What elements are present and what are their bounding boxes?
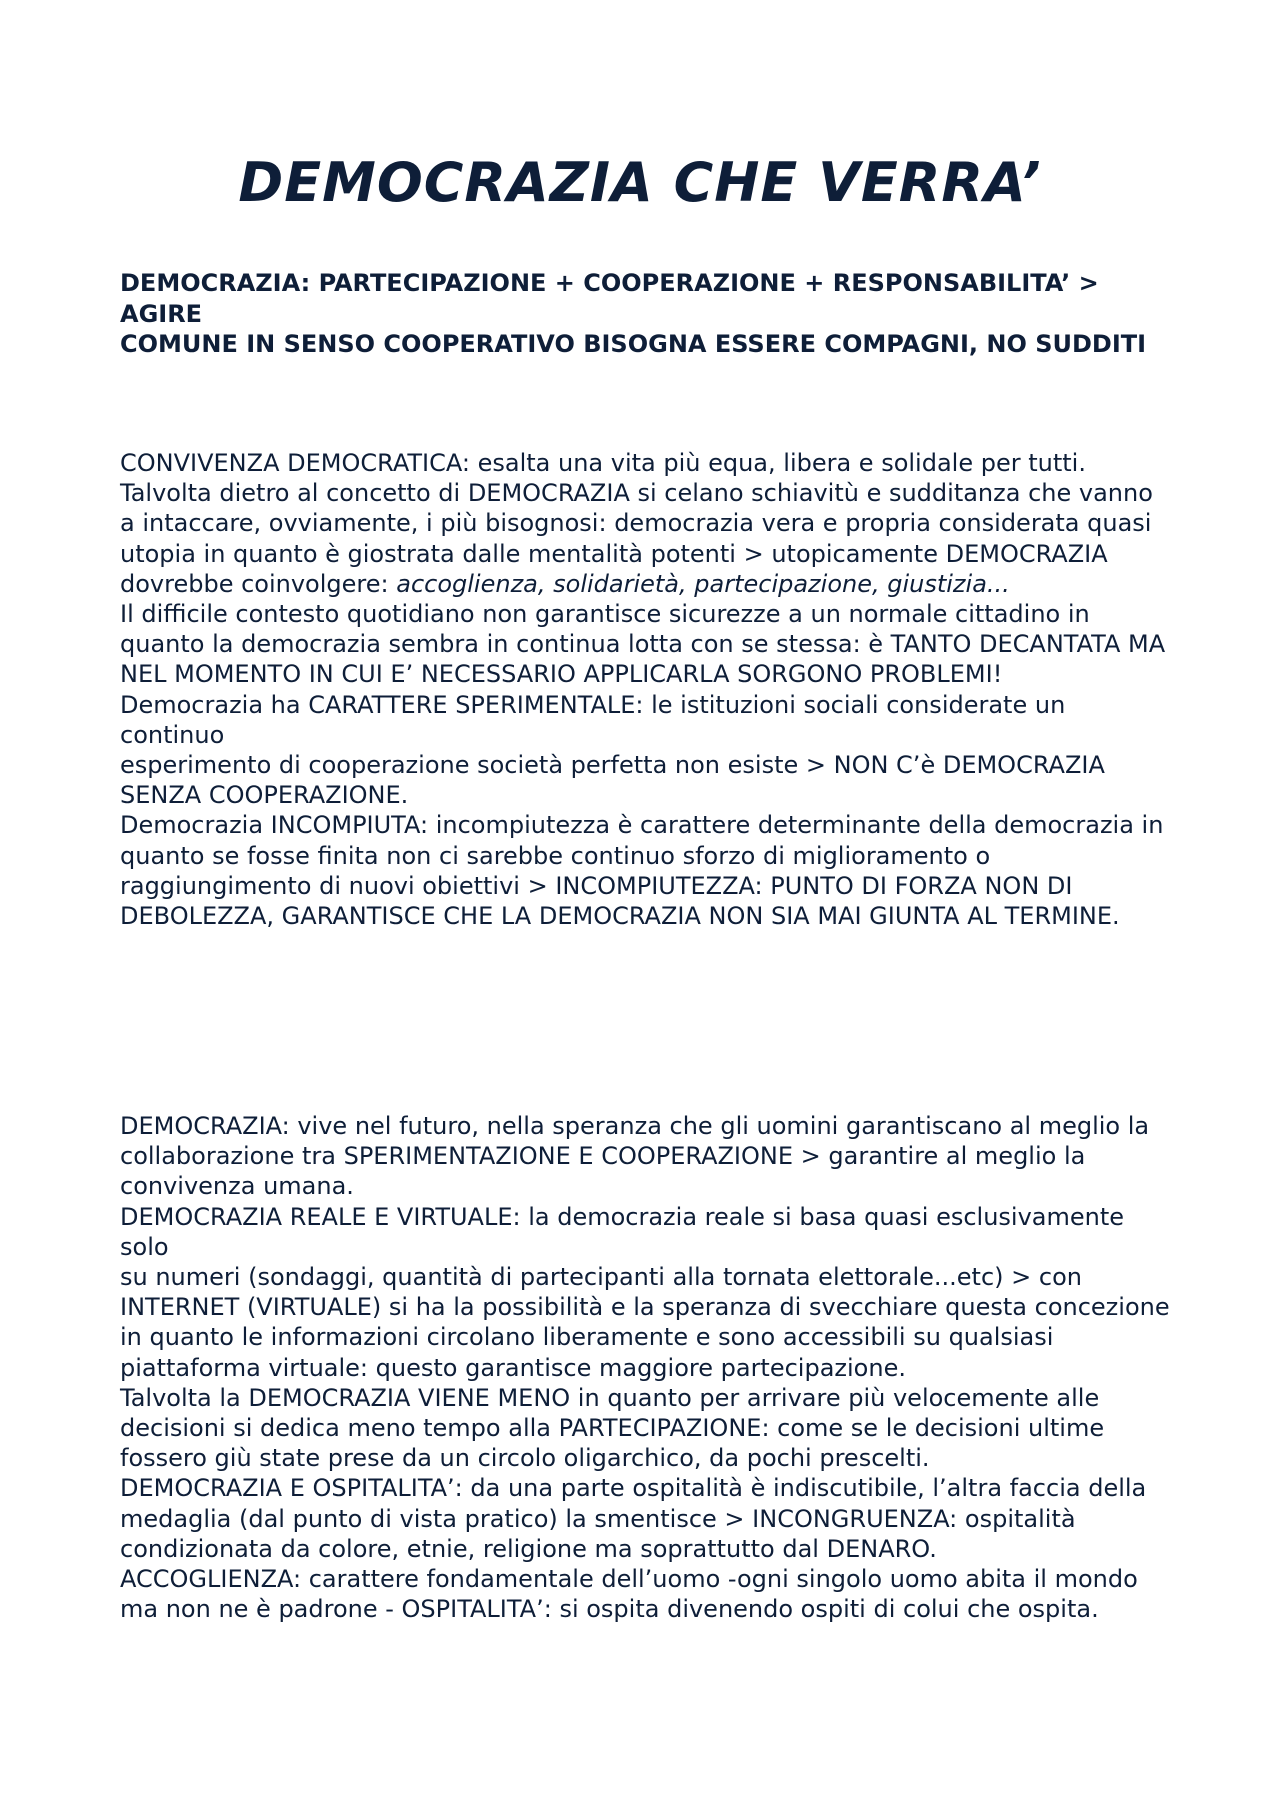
section2-paragraph-5: ACCOGLIENZA: carattere fondamentale dell’uomo -ogni singolo uomo abita il mondo ma non ne è padrone - OSPITALITA’: si ospita divenendo ospiti di colui che ospita. <box>120 1565 1138 1624</box>
section2-paragraph-2b: su numeri (sondaggi, quantità di partecipanti alla tornata elettorale...etc) > con INTERNET (VIRTUALE) si ha la possibilità e la speranza di svecchiare questa concezione in quanto le informazioni circolano liberamente e sono accessibili su qualsiasi piattaforma virtuale: questo garantisce maggiore partecipazione. <box>120 1263 1170 1382</box>
document-title: DEMOCRAZIA CHE VERRA’ <box>238 151 1042 214</box>
section1-paragraph-1: CONVIVENZA DEMOCRATICA: esalta una vita più equa, libera e solidale per tutti. <box>120 449 1086 477</box>
section1-paragraph-5: Democrazia INCOMPIUTA: incompiutezza è carattere determinante della democrazia in quanto se fosse finita non ci sarebbe continuo sforzo di miglioramento o raggiungimento di nuovi obiettivi > INCOMPIUTEZZA: PUNTO DI FORZA NON DI DEBOLEZZA, GARANTISCE CHE LA DEMOCRAZIA NON SIA MAI GIUNTA AL TERMINE. <box>120 811 1164 931</box>
intro-block <box>120 268 1170 360</box>
section2-paragraph-2a: DEMOCRAZIA REALE E VIRTUALE: la democrazia reale si basa quasi esclusivamente solo <box>120 1202 1125 1261</box>
section1-paragraph-4a: Democrazia ha CARATTERE SPERIMENTALE: le istituzioni sociali considerate un continuo <box>120 690 1066 749</box>
section1-paragraph-4b: esperimento di cooperazione società perfetta non esiste > NON C’è DEMOCRAZIA SENZA COOPERAZIONE. <box>120 751 1105 810</box>
section2-paragraph-4b: medaglia (dal punto di vista pratico) la smentisce > INCONGRUENZA: ospitalità condizionata da colore, etnie, religione ma soprattutto dal DENARO. <box>120 1504 1076 1563</box>
section2-paragraph-3: Talvolta la DEMOCRAZIA VIENE MENO in quanto per arrivare più velocemente alle decisioni si dedica meno tempo alla PARTECIPAZIONE: come se le decisioni ultime fossero giù state prese da un circolo oligarchico, da pochi prescelti. <box>120 1383 1105 1473</box>
section-1 <box>120 448 1170 931</box>
intro-line-1: DEMOCRAZIA: PARTECIPAZIONE + COOPERAZIONE + RESPONSABILITA’ > AGIRE <box>120 269 1099 328</box>
section1-paragraph-2 <box>120 478 1170 599</box>
section1-paragraph-2-text: Talvolta dietro al concetto di DEMOCRAZIA si celano schiavitù e sudditanza che vanno a intaccare, ovviamente, i più bisognosi: democrazia vera e propria considerata quasi utopia in quanto è giostrata dalle mentalità potenti > utopicamente DEMOCRAZIA dovrebbe coinvolgere: <box>120 479 1153 598</box>
intro-line-2: COMUNE IN SENSO COOPERATIVO BISOGNA ESSERE COMPAGNI, NO SUDDITI <box>120 330 1147 358</box>
section1-paragraph-3: Il difficile contesto quotidiano non garantisce sicurezze a un normale cittadino in quanto la democrazia sembra in continua lotta con se stessa: è TANTO DECANTATA MA NEL MOMENTO IN CUI E’ NECESSARIO APPLICARLA SORGONO PROBLEMI! <box>120 600 1166 689</box>
section1-paragraph-2-italic: accoglienza, solidarietà, partecipazione, giustizia... <box>396 569 1010 598</box>
section2-paragraph-1: DEMOCRAZIA: vive nel futuro, nella speranza che gli uomini garantiscano al meglio la collaborazione tra SPERIMENTAZIONE E COOPERAZIONE > garantire al meglio la convivenza umana. <box>120 1112 1150 1201</box>
section2-paragraph-4a: DEMOCRAZIA E OSPITALITA’: da una parte ospitalità è indiscutibile, l’altra faccia della <box>120 1474 1147 1503</box>
section-2 <box>120 1111 1170 1624</box>
